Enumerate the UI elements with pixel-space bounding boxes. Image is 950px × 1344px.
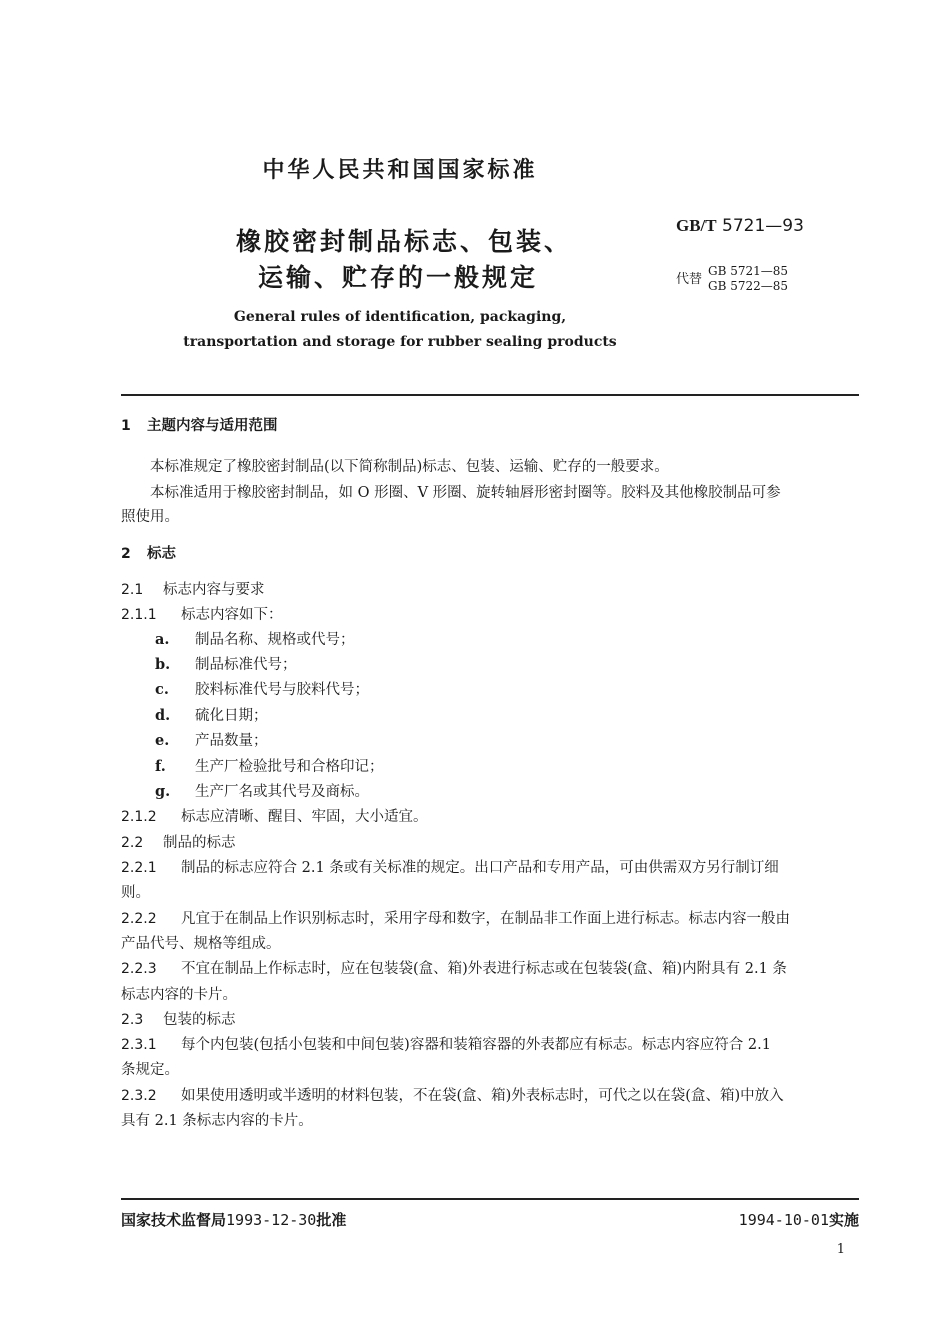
clause-number: 2.3.1 — [121, 1037, 157, 1053]
item-letter: d. — [155, 707, 171, 724]
header-divider — [121, 394, 859, 396]
standard-title-line-1: 橡胶密封制品标志、包装、 — [236, 227, 573, 256]
approval-org: 国家技术监督局 — [121, 1211, 227, 1229]
clause-2-1 — [121, 578, 265, 599]
clause-text: 不宜在制品上作标志时，应在包装袋(盒、箱)外表进行标志或在包装袋(盒、箱)内附具有 2.1 条 — [181, 961, 787, 977]
clause-2-3-1-line-2: 条规定。 — [121, 1062, 179, 1078]
section-number: 2 — [121, 546, 131, 562]
item-text: 产品数量； — [195, 733, 268, 749]
section-1-paragraph-1: 本标准规定了橡胶密封制品(以下简称制品)标志、包装、运输、贮存的一般要求。 — [150, 459, 669, 475]
clause-number: 2.3.2 — [121, 1088, 157, 1104]
english-title-line-1: General rules of identification, packaging, — [233, 309, 567, 325]
clause-2-3-2-line-1 — [121, 1084, 784, 1105]
section-2-heading — [121, 542, 176, 563]
clause-2-2-1-line-1 — [121, 856, 779, 877]
item-text: 生产厂检验批号和合格印记； — [195, 759, 384, 775]
item-text: 硫化日期； — [195, 708, 268, 724]
section-1-paragraph-2-line-1: 本标准适用于橡胶密封制品，如 O 形圈、V 形圈、旋转轴唇形密封圈等。胶料及其他橡胶制品可参 — [150, 485, 781, 501]
section-1-heading — [121, 414, 278, 435]
clause-number: 2.2.2 — [121, 911, 157, 927]
clause-text: 制品的标志 — [163, 835, 236, 851]
section-number: 1 — [121, 418, 131, 434]
replaces-label: 代替 — [676, 272, 703, 287]
clause-text: 制品的标志应符合 2.1 条或有关标准的规定。出口产品和专用产品，可由供需双方另行制订细 — [181, 860, 779, 876]
approval-suffix: 批准 — [316, 1211, 347, 1229]
effective-date: 1994-10-01 — [738, 1211, 829, 1229]
list-item-g — [155, 780, 369, 801]
list-item-f — [155, 755, 384, 776]
clause-number: 2.3 — [121, 1012, 144, 1028]
clause-text: 凡宜于在制品上作识别标志时，采用字母和数字，在制品非工作面上进行标志。标志内容一般由 — [181, 911, 790, 927]
clause-text: 包装的标志 — [163, 1012, 236, 1028]
clause-2-3-2-line-2: 具有 2.1 条标志内容的卡片。 — [121, 1113, 313, 1129]
clause-2-1-2 — [121, 805, 428, 826]
replaced-standard-2: GB 5722—85 — [708, 279, 789, 293]
clause-number: 2.2.3 — [121, 961, 157, 977]
item-letter: a. — [155, 631, 170, 648]
clause-number: 2.2 — [121, 835, 144, 851]
approval-date: 1993-12-30 — [226, 1211, 317, 1229]
section-title: 主题内容与适用范围 — [147, 418, 278, 434]
item-text: 生产厂名或其代号及商标。 — [195, 784, 369, 800]
effective-suffix: 实施 — [828, 1211, 859, 1229]
item-letter: b. — [155, 656, 171, 673]
national-standard-title: 中华人民共和国国家标准 — [262, 158, 538, 183]
item-letter: g. — [155, 783, 171, 800]
standard-code — [676, 216, 804, 236]
section-title: 标志 — [147, 546, 176, 562]
english-title-line-2: transportation and storage for rubber sealing products — [183, 334, 617, 350]
effective-line — [739, 1209, 859, 1230]
list-item-b — [155, 653, 297, 674]
clause-text: 标志内容如下： — [181, 607, 283, 623]
item-letter: e. — [155, 732, 170, 749]
clause-number: 2.1.2 — [121, 809, 157, 825]
item-letter: f. — [155, 758, 166, 775]
item-text: 制品标准代号； — [195, 657, 297, 673]
clause-2-3-1-line-1 — [121, 1033, 771, 1054]
clause-2-2 — [121, 831, 236, 852]
clause-2-2-1-line-2: 则。 — [121, 885, 150, 901]
item-text: 制品名称、规格或代号； — [195, 632, 355, 648]
clause-text: 每个内包装(包括小包装和中间包装)容器和装箱容器的外表都应有标志。标志内容应符合 2.1 — [181, 1037, 771, 1053]
list-item-d — [155, 704, 268, 725]
page-number: 1 — [836, 1242, 845, 1257]
clause-2-2-3-line-2: 标志内容的卡片。 — [121, 987, 237, 1003]
clause-2-2-2-line-1 — [121, 907, 790, 928]
item-text: 胶料标准代号与胶料代号； — [195, 682, 369, 698]
clause-text: 标志内容与要求 — [163, 582, 265, 598]
section-1-paragraph-2-line-2: 照使用。 — [121, 509, 179, 525]
list-item-c — [155, 678, 369, 699]
clause-2-1-1 — [121, 603, 283, 624]
clause-number: 2.1.1 — [121, 607, 157, 623]
clause-2-3 — [121, 1008, 236, 1029]
clause-number: 2.2.1 — [121, 860, 157, 876]
clause-text: 如果使用透明或半透明的材料包装，不在袋(盒、箱)外表标志时，可代之以在袋(盒、箱)中放入 — [181, 1088, 784, 1104]
item-letter: c. — [155, 681, 169, 698]
standard-code-prefix: GB/T — [676, 216, 717, 235]
clause-number: 2.1 — [121, 582, 144, 598]
list-item-a — [155, 628, 355, 649]
approval-line — [121, 1209, 346, 1230]
clause-2-2-3-line-1 — [121, 957, 787, 978]
standard-code-number: 5721—93 — [722, 216, 804, 236]
list-item-e — [155, 729, 268, 750]
footer-divider — [121, 1198, 859, 1200]
clause-text: 标志应清晰、醒目、牢固，大小适宜。 — [181, 809, 428, 825]
standard-title-line-2: 运输、贮存的一般规定 — [258, 263, 539, 292]
replaced-standard-1: GB 5721—85 — [708, 264, 789, 278]
clause-2-2-2-line-2: 产品代号、规格等组成。 — [121, 936, 281, 952]
